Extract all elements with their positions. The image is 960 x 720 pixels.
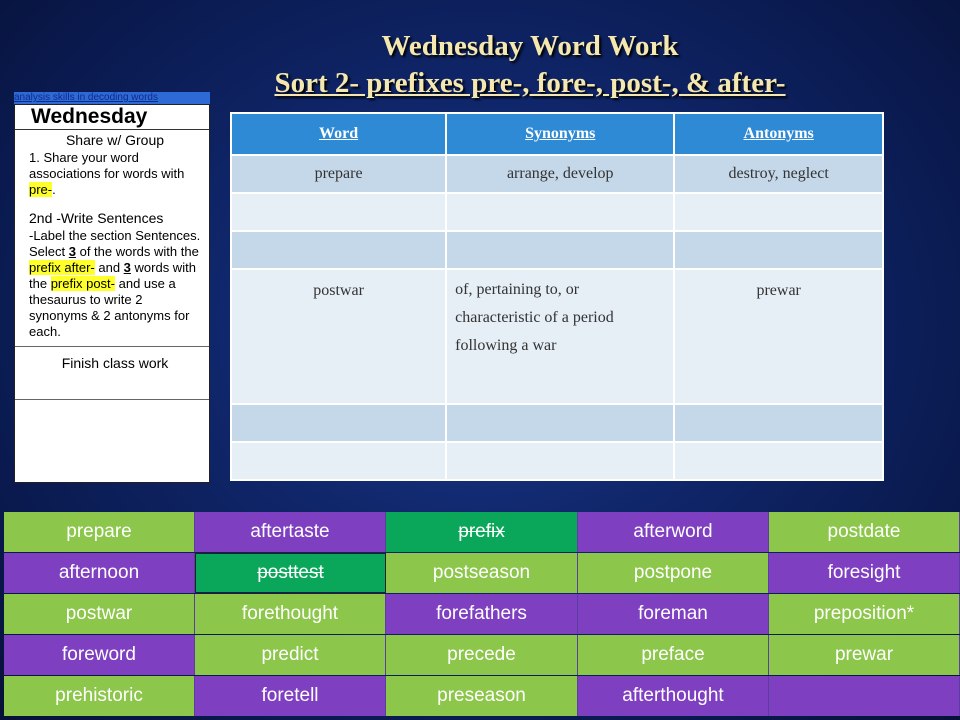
- finish-class-work: Finish class work: [61, 355, 169, 371]
- word-card[interactable]: prehistoric: [4, 676, 195, 716]
- word-card[interactable]: aftertaste: [195, 512, 386, 552]
- table-row: [231, 155, 883, 193]
- word-card[interactable]: postdate: [769, 512, 960, 552]
- table-cell[interactable]: [674, 442, 883, 480]
- write-title: 2nd -Write Sentences: [29, 210, 164, 226]
- word-card[interactable]: prepare: [4, 512, 195, 552]
- table-cell[interactable]: [446, 404, 674, 442]
- table-cell[interactable]: [231, 231, 446, 269]
- word-card[interactable]: preface: [578, 635, 769, 675]
- word-card[interactable]: foreman: [578, 594, 769, 634]
- instructions-panel: [14, 104, 210, 483]
- write-instructions: -Label the section Sentences. Select 3 of the words with the prefix after- and 3 words with the prefix post- and use a thesaurus to write 2 synonyms & 2 antonyms for each.: [29, 228, 201, 339]
- word-card[interactable]: forethought: [195, 594, 386, 634]
- word-sort-grid: [4, 512, 960, 720]
- table-cell[interactable]: prewar: [674, 269, 883, 404]
- table-cell[interactable]: [446, 442, 674, 480]
- table-cell[interactable]: [674, 231, 883, 269]
- word-table: [230, 112, 884, 481]
- section-divider: [15, 399, 209, 400]
- table-row: [231, 442, 883, 480]
- word-card[interactable]: prefix: [386, 512, 578, 552]
- word-card[interactable]: [769, 676, 960, 716]
- table-cell[interactable]: [231, 193, 446, 231]
- word-card[interactable]: postwar: [4, 594, 195, 634]
- header-word: Word: [231, 113, 446, 155]
- word-card[interactable]: foreword: [4, 635, 195, 675]
- word-card[interactable]: postseason: [386, 553, 578, 593]
- word-card[interactable]: preposition*: [769, 594, 960, 634]
- word-card[interactable]: predict: [195, 635, 386, 675]
- table-cell[interactable]: postwar: [231, 269, 446, 404]
- share-instructions: 1. Share your word associations for words with pre-.: [29, 150, 185, 197]
- word-card[interactable]: afterword: [578, 512, 769, 552]
- table-row: [231, 269, 883, 404]
- header-synonyms: Synonyms: [446, 113, 674, 155]
- table-cell[interactable]: [674, 193, 883, 231]
- word-card[interactable]: preseason: [386, 676, 578, 716]
- word-card[interactable]: prewar: [769, 635, 960, 675]
- table-row: [231, 404, 883, 442]
- title-line-2: Sort 2- prefixes pre-, fore-, post-, & after-: [274, 67, 786, 99]
- table-cell[interactable]: [231, 404, 446, 442]
- table-cell[interactable]: of, pertaining to, or characteristic of a period following a war: [446, 269, 674, 404]
- table-row: [231, 193, 883, 231]
- word-card[interactable]: precede: [386, 635, 578, 675]
- sidebar-heading: Wednesday: [15, 105, 209, 130]
- table-cell[interactable]: prepare: [231, 155, 446, 193]
- word-card[interactable]: afterthought: [578, 676, 769, 716]
- word-card[interactable]: foresight: [769, 553, 960, 593]
- table-cell[interactable]: [446, 231, 674, 269]
- header-antonyms: Antonyms: [674, 113, 883, 155]
- table-header-row: [231, 113, 883, 155]
- table-cell[interactable]: destroy, neglect: [674, 155, 883, 193]
- table-row: [231, 231, 883, 269]
- sidebar-cut-link[interactable]: analysis skills in decoding words: [14, 92, 210, 104]
- section-divider: [15, 346, 209, 347]
- title-line-1: Wednesday Word Work: [381, 30, 679, 62]
- table-cell[interactable]: [231, 442, 446, 480]
- table-cell[interactable]: [446, 193, 674, 231]
- word-card[interactable]: posttest: [195, 553, 386, 593]
- table-cell[interactable]: arrange, develop: [446, 155, 674, 193]
- word-card[interactable]: forefathers: [386, 594, 578, 634]
- word-card[interactable]: afternoon: [4, 553, 195, 593]
- table-cell[interactable]: [674, 404, 883, 442]
- word-card[interactable]: foretell: [195, 676, 386, 716]
- share-title: Share w/ Group: [65, 132, 165, 148]
- slide-title: [0, 28, 960, 102]
- word-card[interactable]: postpone: [578, 553, 769, 593]
